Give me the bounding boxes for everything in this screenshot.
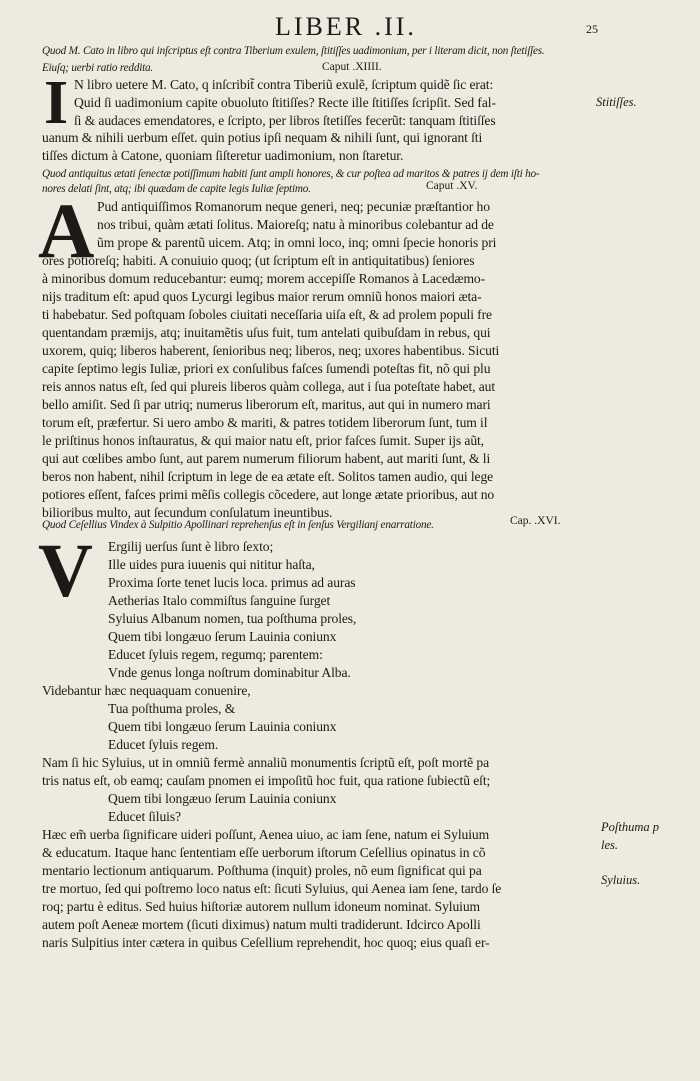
text-line: beros non habent, nihil ſcriptum in lege de ea ætate eſt. Solitos tamen audio, qui lege	[42, 469, 494, 484]
text-line: Pud antiquiſſimos Romanorum neque generi, neq; pecuniæ præſtantior ho	[97, 199, 490, 214]
chapter-summary: Quod Ceſellius Vindex à Sulpitio Apollinari reprehenſus eſt in ſenſus Vergilianj enarratione.	[42, 519, 434, 531]
chapter-summary: Eiuſq; uerbi ratio reddita.	[42, 62, 154, 74]
text-line: naris Sulpitius inter cætera in quibus Ceſellium reprehendit, hoc quoq; eius quaſi er-	[42, 935, 490, 950]
text-line: capite ſeptimo legis Iuliæ, priori ex conſulibus faſces ſumendi poteſtas fit, nõ qui plu	[42, 361, 491, 376]
text-line: Quid ſi uadimonium capite obuoluto ſtitiſſes? Recte ille ſtitiſſes ſcripſit. Sed fal-	[74, 95, 496, 110]
text-line: le priſtinus honos inſtauratus, & qui maior natu eſt, prior faſces ſumit. Super ijs aũt,	[42, 433, 484, 448]
chapter-label-16: Cap. .XVI.	[510, 515, 561, 527]
text-line: Hæc em̃ uerba ſignificare uideri poſſunt, Aenea uiuo, ac iam ſene, natum ei Syluium	[42, 827, 490, 842]
text-line: mentario lectionum antiquarum. Poſthuma (inquit) proles, nõ eum ſignificat qui pa	[42, 863, 482, 878]
verse-line: Vnde genus longa noſtrum dominabitur Alba.	[108, 665, 351, 680]
verse-line: Aetherias Italo commiſtus ſanguine ſurget	[108, 593, 331, 608]
margin-note-posthuma: Poſthuma p	[601, 820, 659, 834]
chapter-summary: Quod M. Cato in libro qui inſcriptus eſt contra Tiberium exulem, ſtitiſſes uadimonium, per i literam dicit, non ſtetiſſes.	[42, 45, 545, 57]
chapter-summary: Quod antiquitus ætati ſenectæ potiſſimum habiti ſunt ampli honores, & cur poſtea ad maritos & patres ij dem iſti ho-	[42, 168, 540, 180]
verse-line: Quem tibi longæuo ſerum Lauinia coniunx	[108, 791, 337, 806]
text-line: N libro uetere M. Cato, q inſcribit̃ contra Tiberiũ exulẽ, ſcriptum quidẽ ſic erat:	[74, 77, 494, 92]
text-line: torum eſt, præfertur. Si uero ambo & mariti, & patres totidem liberorum ſunt, tum il	[42, 415, 488, 430]
text-line: nijs traditum eſt: apud quos Lycurgi legibus maior rerum omniũ honos maiori æta-	[42, 289, 482, 304]
verse-line: Educet ſyluis regem, regumq; parentem:	[108, 647, 323, 662]
margin-note-stitisses: Stitiſſes.	[596, 95, 637, 109]
text-line: tris natus eſt, ob eamq; cauſam pnomen ei impoſitũ hoc fuit, qua ratione ſubiectũ eſt;	[42, 773, 491, 788]
verse-line: Ille uides pura iuuenis qui nititur haſta,	[108, 557, 315, 572]
text-line: Ergilij uerſus ſunt è libro ſexto;	[108, 539, 274, 554]
chapter-summary: nores delati ſint, atq; ibi quædam de capite legis Iuliæ ſeptimo.	[42, 183, 311, 195]
margin-note-posthuma-cont: les.	[601, 838, 619, 852]
chapter-label-15: Caput .XV.	[426, 180, 478, 192]
page-number: 25	[586, 22, 598, 36]
text-line: Nam ſi hic Syluius, ut in omniũ fermè annaliũ monumentis ſcriptũ eſt, poſt mortẽ pa	[42, 755, 490, 770]
text-line: qui aut cœlibes ambo ſunt, aut parem numerum filiorum habent, aut mariti ſunt, & li	[42, 451, 491, 466]
verse-line: Tua poſthuma proles, &	[108, 701, 236, 716]
text-line: Videbantur hæc nequaquam conuenire,	[42, 683, 251, 698]
text-line: reis annos natus eſt, ſed qui plureis liberos quàm collega, aut i ſua poteſtate habet, aut	[42, 379, 496, 394]
text-line: uanum & nihili uerbum eſſet. quin potius ipſi nequam & nihili ſunt, qui ignorant ſti	[42, 130, 483, 145]
chapter-label-14: Caput .XIIII.	[322, 61, 382, 73]
margin-note-syluius: Syluius.	[601, 873, 641, 887]
text-line: quentandam præmijs, atq; inuitamẽtis uſus fuit, tum antelati quibuſdam in rebus, qui	[42, 325, 491, 340]
text-line: tre mortuo, ſed qui poſtremo loco natus eſt: ſicuti Syluius, qui Aenea iam ſene, tardo ſe	[42, 881, 502, 896]
verse-line: Syluius Albanum nomen, tua poſthuma proles,	[108, 611, 357, 626]
text-line: bello amiſit. Sed ſi par utriq; numerus liberorum eſt, maritus, aut qui in numero mari	[42, 397, 491, 412]
verse-line: Quem tibi longæuo ſerum Lauinia coniunx	[108, 719, 337, 734]
text-line: autem poſt Aeneæ mortem (ſicuti diximus) natum multi tradiderunt. Idcirco Apolli	[42, 917, 481, 932]
verse-line: Quem tibi longæuo ſerum Lauinia coniunx	[108, 629, 337, 644]
text-line: roq; partu è editus. Sed huius hiſtoriæ autorem nullum idoneum nominat. Syluium	[42, 899, 481, 914]
text-line: ores potioreſq; habiti. A conuiuio quoq; (ut ſcriptum eſt in antiquitatibus) ſeniores	[42, 253, 475, 268]
text-line: ſi & audaces emendatores, e ſcripto, per libros ſtetiſſes fecerũt: tanquam ſtitiſſes	[74, 113, 496, 128]
text-line: à minoribus domum reducebantur: eumq; morem accepiſſe Romanos à Lacedæmo-	[42, 271, 486, 286]
text-line: ũm prope & parentũ uicem. Atq; in omni loco, inq; omni ſpecie honoris pri	[97, 235, 497, 250]
running-head: LIBER .II.	[275, 12, 417, 41]
text-line: tiſſes dictum à Catone, quoniam ſiſteretur uadimonium, non ſtaretur.	[42, 148, 404, 163]
text-line: ti habebatur. Sed poſtquam ſoboles ciuitati neceſſaria uiſa eſt, & ad prolem populi fre	[42, 307, 492, 322]
drop-cap-initial-i: I	[44, 69, 69, 137]
text-line: & educatum. Itaque hanc ſententiam eſſe uerborum iſtorum Ceſellius opinatus in cõ	[42, 845, 486, 860]
text-line: nos tribui, quàm ætati ſolitus. Maioreſq; natu à minoribus colebantur ad de	[97, 217, 494, 232]
verse-line: Educet ſiluis?	[108, 809, 181, 824]
drop-cap-initial-v: V	[38, 529, 93, 613]
text-line: bilioribus multo, aut ſecundum conſulatum ineuntibus.	[42, 505, 333, 520]
drop-cap-initial-a: A	[38, 187, 95, 274]
text-line: uxorem, quiq; liberos haberent, ſenioribus neq; liberos, neq; uxores habentibus. Sicuti	[42, 343, 500, 358]
verse-line: Proxima ſorte tenet lucis loca. primus ad auras	[108, 575, 356, 590]
verse-line: Educet ſyluis regem.	[108, 737, 219, 752]
text-line: potiores eſſent, faſces primi mẽſis collegis cõcedere, aut longe ætate prioribus, aut no	[42, 487, 495, 502]
